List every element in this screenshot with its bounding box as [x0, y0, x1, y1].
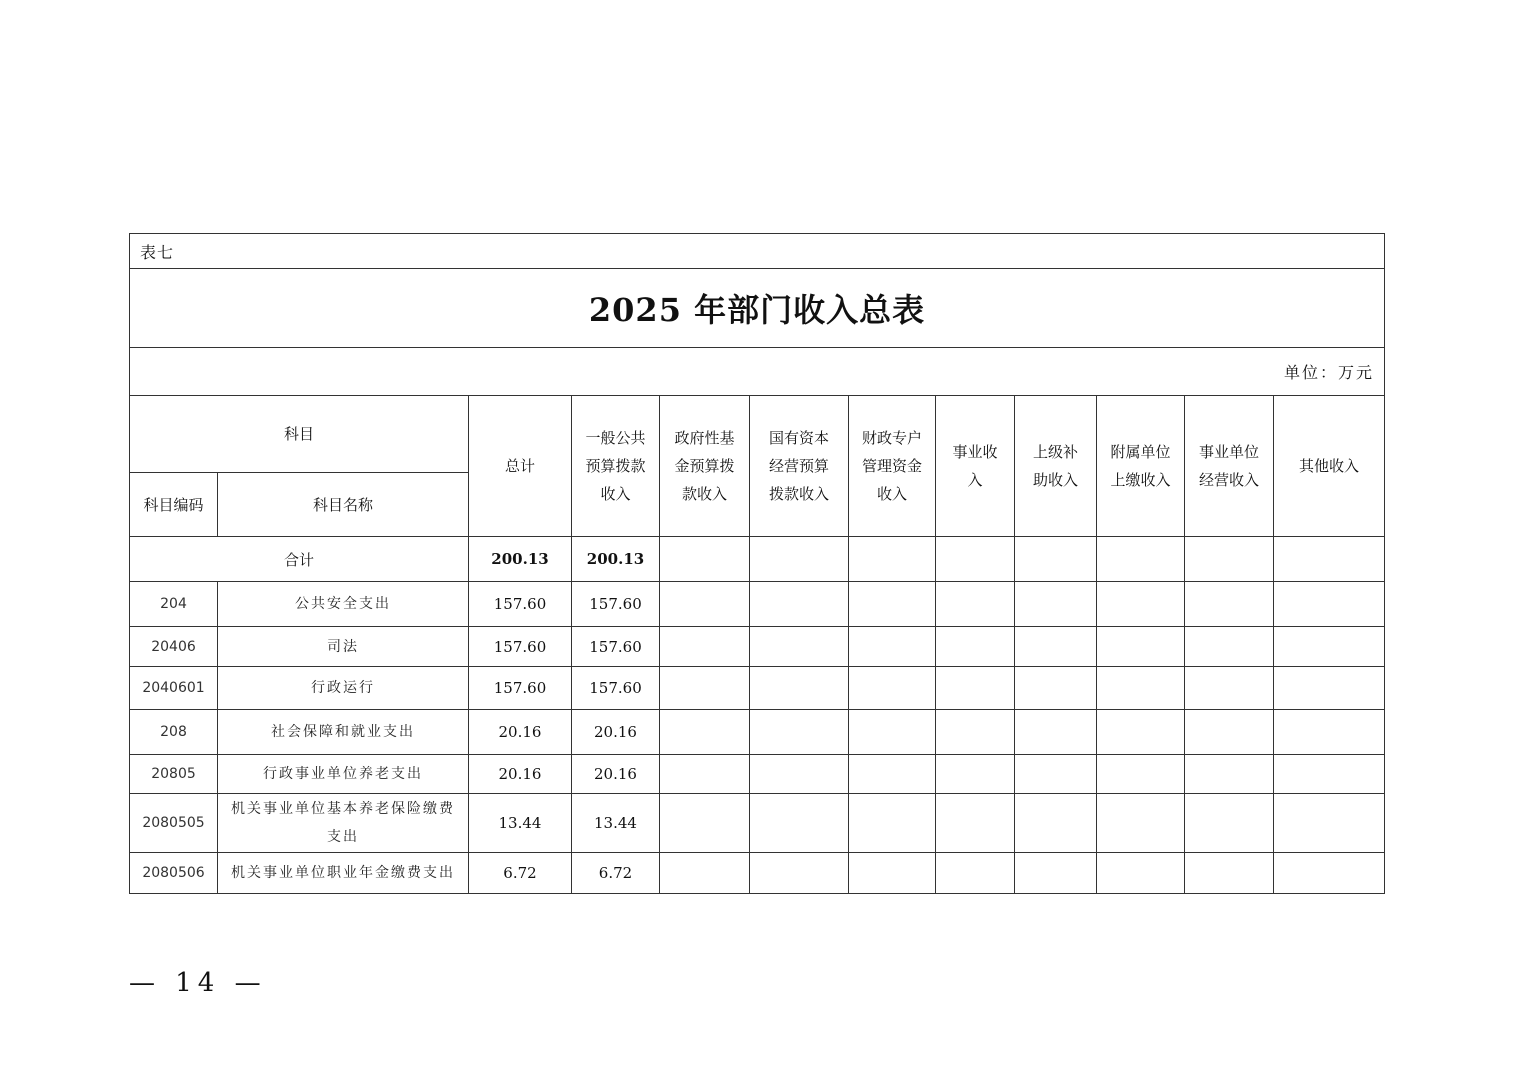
total-business-income	[936, 537, 1015, 582]
table-row	[130, 794, 1385, 853]
row-code: 20805	[130, 755, 218, 794]
empty-cell	[849, 667, 936, 710]
empty-cell	[849, 627, 936, 667]
row-code: 2040601	[130, 667, 218, 710]
empty-cell	[936, 582, 1015, 627]
empty-cell	[936, 755, 1015, 794]
unit-row	[130, 348, 1385, 396]
total-fiscal-special	[849, 537, 936, 582]
empty-cell	[936, 667, 1015, 710]
empty-cell	[1274, 853, 1385, 894]
empty-cell	[936, 627, 1015, 667]
empty-cell	[1274, 667, 1385, 710]
header-state-capital: 国有资本 经营预算 拨款收入	[750, 396, 849, 537]
empty-cell	[1274, 627, 1385, 667]
row-total: 20.16	[469, 755, 572, 794]
empty-cell	[750, 627, 849, 667]
header-code: 科目编码	[130, 473, 218, 537]
header-fiscal-special: 财政专户 管理资金 收入	[849, 396, 936, 537]
row-total: 13.44	[469, 794, 572, 853]
header-general-budget: 一般公共 预算拨款 收入	[572, 396, 660, 537]
empty-cell	[1274, 710, 1385, 755]
row-code: 208	[130, 710, 218, 755]
empty-cell	[1185, 794, 1274, 853]
row-general-budget: 157.60	[572, 627, 660, 667]
table-row	[130, 755, 1385, 794]
row-general-budget: 6.72	[572, 853, 660, 894]
empty-cell	[1185, 710, 1274, 755]
row-code: 20406	[130, 627, 218, 667]
row-name: 行政运行	[218, 667, 469, 710]
total-label: 合计	[130, 537, 469, 582]
empty-cell	[936, 710, 1015, 755]
row-code: 2080505	[130, 794, 218, 853]
empty-cell	[936, 794, 1015, 853]
header-other-income: 其他收入	[1274, 396, 1385, 537]
empty-cell	[849, 853, 936, 894]
total-affiliated-remit	[1097, 537, 1185, 582]
empty-cell	[1185, 582, 1274, 627]
empty-cell	[1097, 755, 1185, 794]
empty-cell	[1097, 853, 1185, 894]
empty-cell	[1274, 755, 1385, 794]
empty-cell	[660, 794, 750, 853]
empty-cell	[750, 853, 849, 894]
empty-cell	[1015, 667, 1097, 710]
row-name: 社会保障和就业支出	[218, 710, 469, 755]
empty-cell	[1097, 667, 1185, 710]
row-general-budget: 13.44	[572, 794, 660, 853]
empty-cell	[750, 755, 849, 794]
empty-cell	[1274, 794, 1385, 853]
empty-cell	[750, 667, 849, 710]
empty-cell	[750, 794, 849, 853]
table-row	[130, 582, 1385, 627]
empty-cell	[660, 853, 750, 894]
row-code: 2080506	[130, 853, 218, 894]
total-business-operation	[1185, 537, 1274, 582]
row-code: 204	[130, 582, 218, 627]
table-row	[130, 627, 1385, 667]
header-business-operation: 事业单位 经营收入	[1185, 396, 1274, 537]
header-total: 总计	[469, 396, 572, 537]
row-total: 157.60	[469, 627, 572, 667]
header-superior-subsidy: 上级补 助收入	[1015, 396, 1097, 537]
empty-cell	[1015, 853, 1097, 894]
total-superior-subsidy	[1015, 537, 1097, 582]
empty-cell	[1185, 755, 1274, 794]
total-total: 200.13	[469, 537, 572, 582]
row-general-budget: 20.16	[572, 755, 660, 794]
empty-cell	[1097, 710, 1185, 755]
page-number: — 14 —	[129, 968, 267, 998]
table-row	[130, 853, 1385, 894]
row-general-budget: 157.60	[572, 582, 660, 627]
row-total: 157.60	[469, 667, 572, 710]
empty-cell	[1185, 627, 1274, 667]
empty-cell	[1274, 582, 1385, 627]
empty-cell	[1097, 627, 1185, 667]
total-row	[130, 537, 1385, 582]
empty-cell	[1185, 667, 1274, 710]
row-general-budget: 20.16	[572, 710, 660, 755]
empty-cell	[1015, 582, 1097, 627]
row-name: 机关事业单位基本养老保险缴费支出	[218, 794, 469, 853]
empty-cell	[849, 710, 936, 755]
row-total: 157.60	[469, 582, 572, 627]
empty-cell	[1185, 853, 1274, 894]
empty-cell	[660, 667, 750, 710]
unit-label: 单位：万元	[130, 348, 1385, 396]
row-name: 行政事业单位养老支出	[218, 755, 469, 794]
row-name: 机关事业单位职业年金缴费支出	[218, 853, 469, 894]
empty-cell	[750, 710, 849, 755]
header-business-income: 事业收 入	[936, 396, 1015, 537]
empty-cell	[660, 582, 750, 627]
header-row-1	[130, 396, 1385, 473]
table-label: 表七	[130, 234, 1385, 269]
empty-cell	[936, 853, 1015, 894]
empty-cell	[1097, 794, 1185, 853]
total-state-capital	[750, 537, 849, 582]
header-gov-fund: 政府性基 金预算拨 款收入	[660, 396, 750, 537]
empty-cell	[660, 710, 750, 755]
empty-cell	[849, 582, 936, 627]
row-name: 司法	[218, 627, 469, 667]
empty-cell	[1015, 794, 1097, 853]
header-name: 科目名称	[218, 473, 469, 537]
table-row	[130, 667, 1385, 710]
empty-cell	[750, 582, 849, 627]
header-subject-group: 科目	[130, 396, 469, 473]
row-general-budget: 157.60	[572, 667, 660, 710]
total-general-budget: 200.13	[572, 537, 660, 582]
empty-cell	[849, 755, 936, 794]
total-other-income	[1274, 537, 1385, 582]
table-label-row	[130, 234, 1385, 269]
title-row	[130, 269, 1385, 348]
row-total: 6.72	[469, 853, 572, 894]
empty-cell	[1015, 710, 1097, 755]
total-gov-fund	[660, 537, 750, 582]
empty-cell	[1015, 755, 1097, 794]
header-affiliated-remit: 附属单位 上缴收入	[1097, 396, 1185, 537]
table-row	[130, 710, 1385, 755]
table-title: 2025 年部门收入总表	[130, 269, 1385, 348]
empty-cell	[849, 794, 936, 853]
row-total: 20.16	[469, 710, 572, 755]
income-summary-table	[129, 233, 1385, 894]
row-name: 公共安全支出	[218, 582, 469, 627]
empty-cell	[660, 755, 750, 794]
empty-cell	[1015, 627, 1097, 667]
empty-cell	[1097, 582, 1185, 627]
empty-cell	[660, 627, 750, 667]
